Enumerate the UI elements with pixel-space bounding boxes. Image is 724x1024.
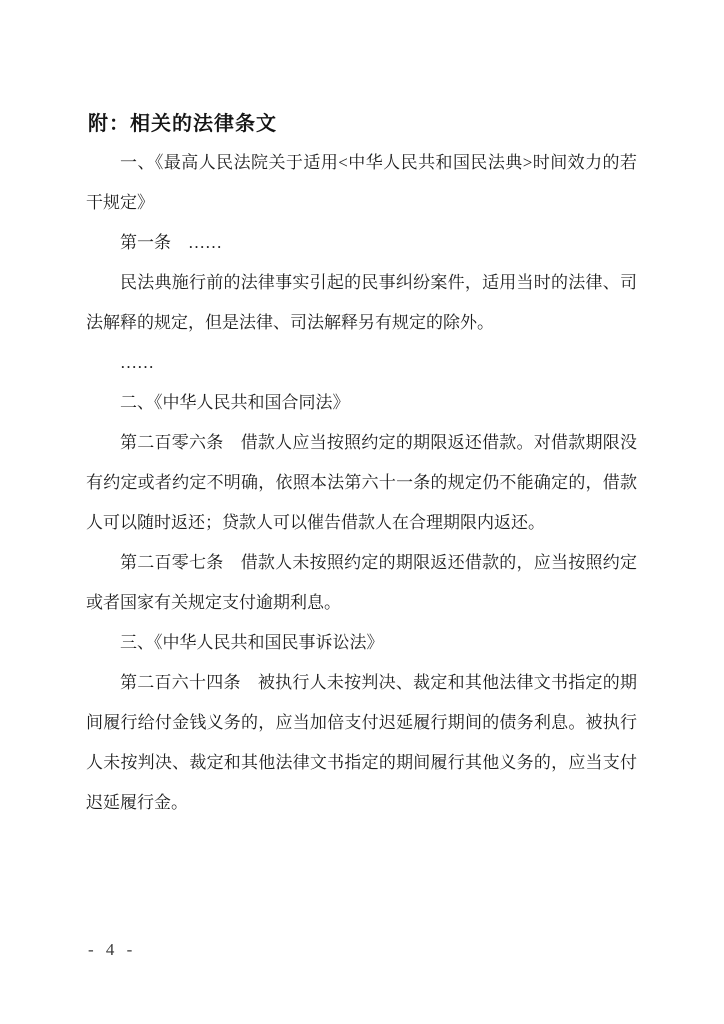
- paragraph-article-206: 第二百零六条 借款人应当按照约定的期限返还借款。对借款期限没有约定或者约定不明确，依照本法第六十一条的规定仍不能确定的，借款人可以随时返还；贷款人可以催告借款人在合理期限内返还。: [86, 433, 637, 532]
- page-number: - 4 -: [88, 940, 137, 959]
- paragraph-article-207: 第二百零七条 借款人未按照约定的期限返还借款的，应当按照约定或者国家有关规定支付逾期利息。: [86, 553, 637, 612]
- paragraph-contract-law-title: 二、《中华人民共和国合同法》: [120, 393, 350, 412]
- legal-text-body: [86, 143, 637, 823]
- paragraph-civil-procedure-law-title: 三、《中华人民共和国民事诉讼法》: [120, 633, 384, 652]
- paragraph-judicial-interpretation-title: 一、《最高人民法院关于适用<中华人民共和国民法典>时间效力的若干规定》: [86, 153, 637, 212]
- paragraph-ellipsis: ……: [120, 353, 154, 372]
- paragraph-article-1-content: 民法典施行前的法律事实引起的民事纠纷案件，适用当时的法律、司法解释的规定，但是法律、司法解释另有规定的除外。: [86, 273, 637, 332]
- paragraph-article-1-heading: 第一条 ……: [120, 233, 222, 252]
- appendix-heading: 附：相关的法律条文: [88, 113, 277, 135]
- paragraph-article-264: 第二百六十四条 被执行人未按判决、裁定和其他法律文书指定的期间履行给付金钱义务的，应当加倍支付迟延履行期间的债务利息。被执行人未按判决、裁定和其他法律文书指定的期间履行其他义务的，应当支付迟延履行金。: [86, 673, 637, 812]
